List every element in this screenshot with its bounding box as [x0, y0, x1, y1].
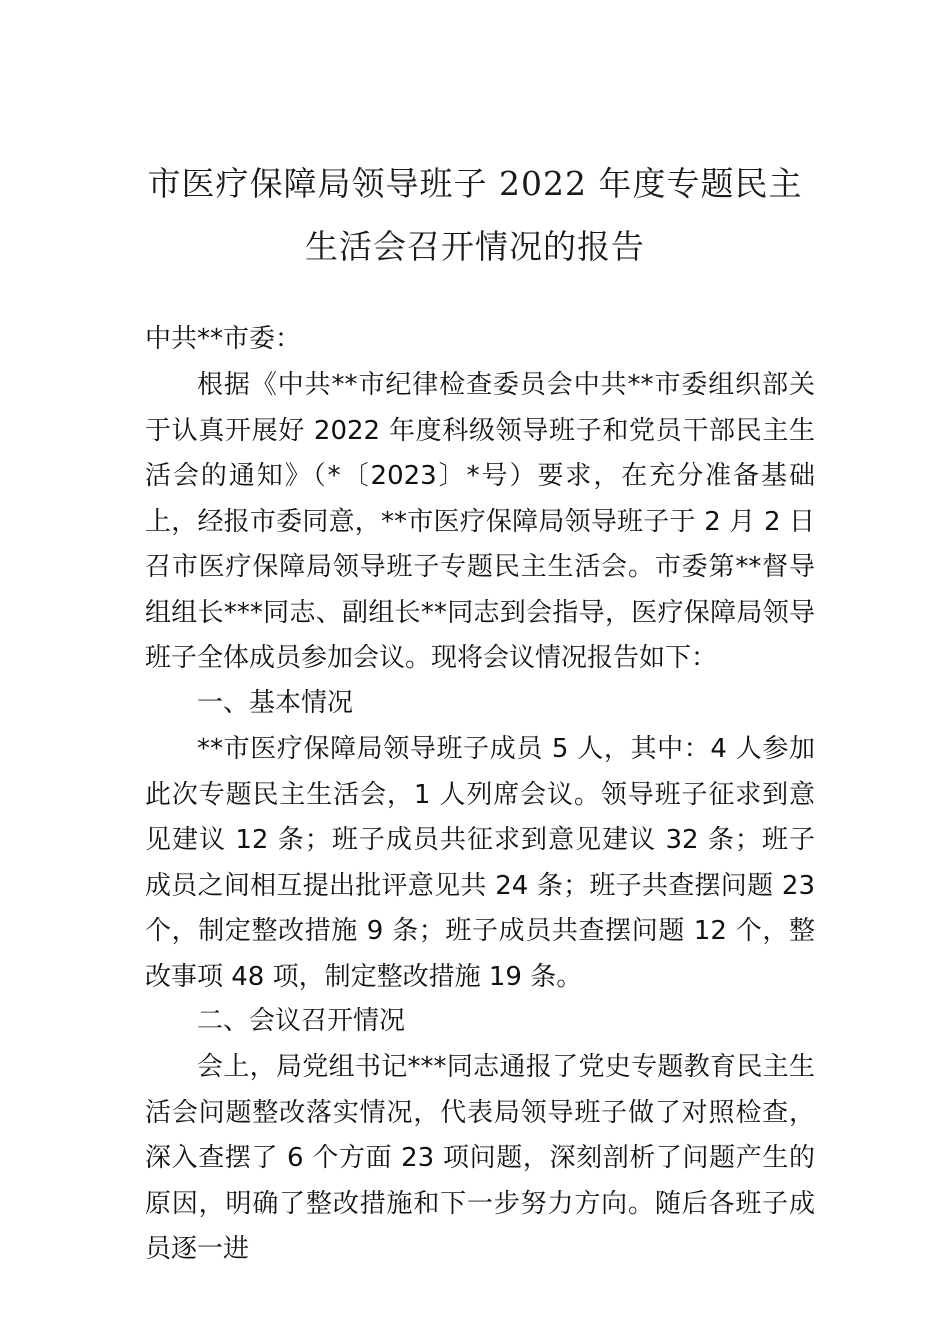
- paragraph-intro: 根据《中共**市纪律检查委员会中共**市委组织部关于认真开展好 2022 年度科级领导班子和党员干部民主生活会的通知》（*〔2023〕*号）要求，在充分准备基础上，经报市委同意，**市医疗保障局领导班子于 2 月 2 日召市医疗保障局领导班子专题民主生活会。市委第**督导组组长***同志、副组长**同志到会指导，医疗保障局领导班子全体成员参加会议。现将会议情况报告如下：: [145, 370, 815, 673]
- document-title-line-2: 生活会召开情况的报告: [305, 227, 645, 266]
- salutation: 中共**市委：: [145, 324, 302, 354]
- paragraph-basic-situation: **市医疗保障局领导班子成员 5 人，其中：4 人参加此次专题民主生活会，1 人列席会议。领导班子征求到意见建议 12 条；班子成员共征求到意见建议 32 条；班子成员之间相互提出批评意见共 24 条；班子共查摆问题 23 个，制定整改措施 9 条；班子成员共查摆问题 12 个，整改事项 48 项，制定整改措施 19 条。: [145, 734, 815, 992]
- section-heading-meeting-situation: 二、会议召开情况: [197, 1006, 406, 1036]
- section-heading-basic-situation: 一、基本情况: [197, 688, 354, 718]
- paragraph-meeting-situation: 会上，局党组书记***同志通报了党史专题教育民主生活会问题整改落实情况，代表局领导班子做了对照检查，深入查摆了 6 个方面 23 项问题，深刻剖析了问题产生的原因，明确了整改措施和下一步努力方向。随后各班子成员逐一进: [145, 1052, 815, 1264]
- document-title-line-1: 市医疗保障局领导班子 2022 年度专题民主: [147, 164, 803, 203]
